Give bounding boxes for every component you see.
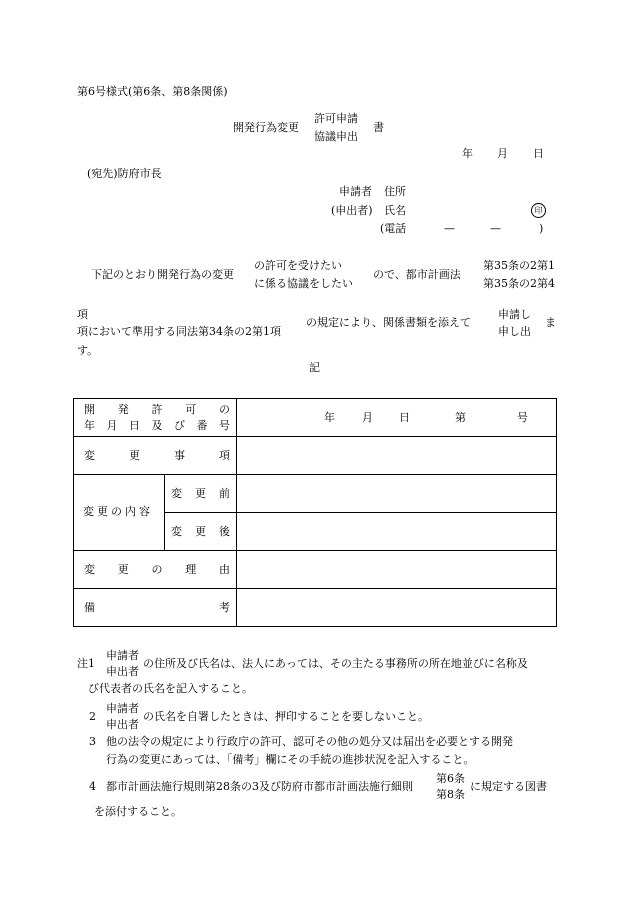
note-1-continuation: び代表者の氏名を記入すること。 (88, 682, 253, 695)
body-option-consult: に係る協議をしたい (254, 277, 353, 290)
body-option-clause-4: 第35条の2第4 (483, 277, 555, 290)
date-month: 月 (497, 147, 508, 160)
date-year: 年 (462, 147, 473, 160)
body-text-3: 項において準用する同法第34条の2第1項 (77, 325, 281, 338)
note-3-continuation: 行為の変更にあっては、「備考」欄にその手続の進捗状況を記入すること。 (106, 753, 475, 766)
phone-label: (電話 (380, 222, 407, 235)
change-reason-field[interactable] (238, 552, 555, 587)
body-text-1: 下記のとおり開発行為の変更 (91, 268, 234, 281)
remarks-label: 備 考 (84, 601, 230, 614)
body-masu: ま (545, 316, 556, 329)
change-content-label: 変更の内容 (83, 505, 153, 518)
body-option-apply: 申請し (498, 308, 531, 321)
body-option-permit: の許可を受けたい (254, 259, 342, 272)
body-option-clause-1: 第35条の2第1 (483, 259, 555, 272)
note-4-option-article-6: 第6条 (436, 772, 465, 785)
note-3-number: 3 (89, 735, 96, 748)
title-option-consultation: 協議申出 (314, 130, 358, 143)
note-2-text: の氏名を自署したときは、押印することを要しないこと。 (143, 710, 429, 723)
addressee: (宛先)防府市長 (87, 167, 162, 180)
note-4-text-2: に規定する図書 (470, 780, 547, 793)
note-2-number: 2 (89, 710, 96, 723)
applicant-role: 申請者 (339, 185, 372, 198)
name-label: 氏名 (384, 204, 406, 217)
form-number: 第6号様式(第6条、第8条関係) (77, 85, 228, 98)
body-text-4: の規定により、関係書類を添えて (306, 316, 471, 329)
after-change-label: 変 更 後 (171, 525, 230, 538)
permit-label-line2: 年 月 日 及 び 番 号 (84, 419, 230, 432)
note-1-option-proposer: 申出者 (106, 665, 139, 678)
phone-close: ) (539, 222, 544, 235)
body-kou: 項 (77, 308, 88, 321)
change-matter-label: 変 更 事 項 (84, 449, 230, 462)
note-3-text: 他の法令の規定により行政庁の許可、認可その他の処分又は届出を必要とする開発 (106, 735, 513, 748)
note-4-text: 都市計画法施行規則第28条の3及び防府市都市計画法施行細則 (106, 780, 413, 793)
title-option-application: 許可申請 (314, 112, 358, 125)
permit-date-number-field[interactable] (238, 400, 555, 435)
note-1-number: 注1 (77, 657, 95, 670)
body-su: す。 (77, 344, 99, 357)
note-2-option-proposer: 申出者 (106, 718, 139, 731)
proposer-role: (申出者) (331, 204, 373, 217)
page: 第6号様式(第6条、第8条関係) 開発行為変更 許可申請 協議申出 書 年 月 日 (宛先)防府市長 申請者 住所 (申出者) 氏名 印 (電話 — — ) 下記のとおり開発行為の変更 の許可を受けたい に係る協議をしたい ので、都市計画法 第35条の2第1 第35条の2第4 項 項において準用する同法第34条の2第1項 の規定により、関係書類を添えて 申請し 申し出 ま す。 記 開 発 許 可 の 年 月 日 及 び 番 号 年 月 日 第 号 変 更 事 項 変更の内容 変 更 前 変 更 後 変 更 の 理 由 備 考 注1 申請者 申出者 の住所及び氏名は、法人にあっては、その主たる事務所の所在地並びに名称及 び代表者の氏名を記入すること。 2 申請者 申出者 の氏名を自署したときは、押印することを要しないこと。 3 他の法令の規定により行政庁の許可、認可その他の処分又は届出を必要とする開発 行為の変更にあっては、「備考」欄にその手続の進捗状況を記入すること。 4 都市計画法施行規則第28条の3及び防府市都市計画法施行細則 第6条 第8条 に規定する図書 を添付すること。 (0, 0, 630, 915)
note-4-continuation: を添付すること。 (94, 805, 182, 818)
body-option-propose: 申し出 (498, 325, 531, 338)
title-prefix: 開発行為変更 (233, 121, 299, 134)
body-text-2: ので、都市計画法 (373, 268, 461, 281)
note-1-option-applicant: 申請者 (106, 649, 139, 662)
phone-dash-1: — (444, 222, 455, 235)
remarks-field[interactable] (238, 590, 555, 625)
note-4-number: 4 (89, 780, 96, 793)
address-label: 住所 (384, 185, 406, 198)
phone-dash-2: — (490, 222, 501, 235)
seal-icon: 印 (531, 203, 546, 218)
ki-heading: 記 (309, 361, 320, 374)
before-change-field[interactable] (238, 476, 555, 511)
note-4-option-article-8: 第8条 (436, 788, 465, 801)
change-matter-field[interactable] (238, 438, 555, 473)
permit-label-line1: 開 発 許 可 の (84, 403, 230, 416)
title-suffix: 書 (373, 121, 384, 134)
before-change-label: 変 更 前 (171, 487, 230, 500)
note-2-option-applicant: 申請者 (106, 702, 139, 715)
after-change-field[interactable] (238, 514, 555, 549)
date-day: 日 (533, 147, 544, 160)
note-1-text: の住所及び氏名は、法人にあっては、その主たる事務所の所在地並びに名称及 (143, 657, 528, 670)
change-reason-label: 変 更 の 理 由 (84, 563, 230, 576)
